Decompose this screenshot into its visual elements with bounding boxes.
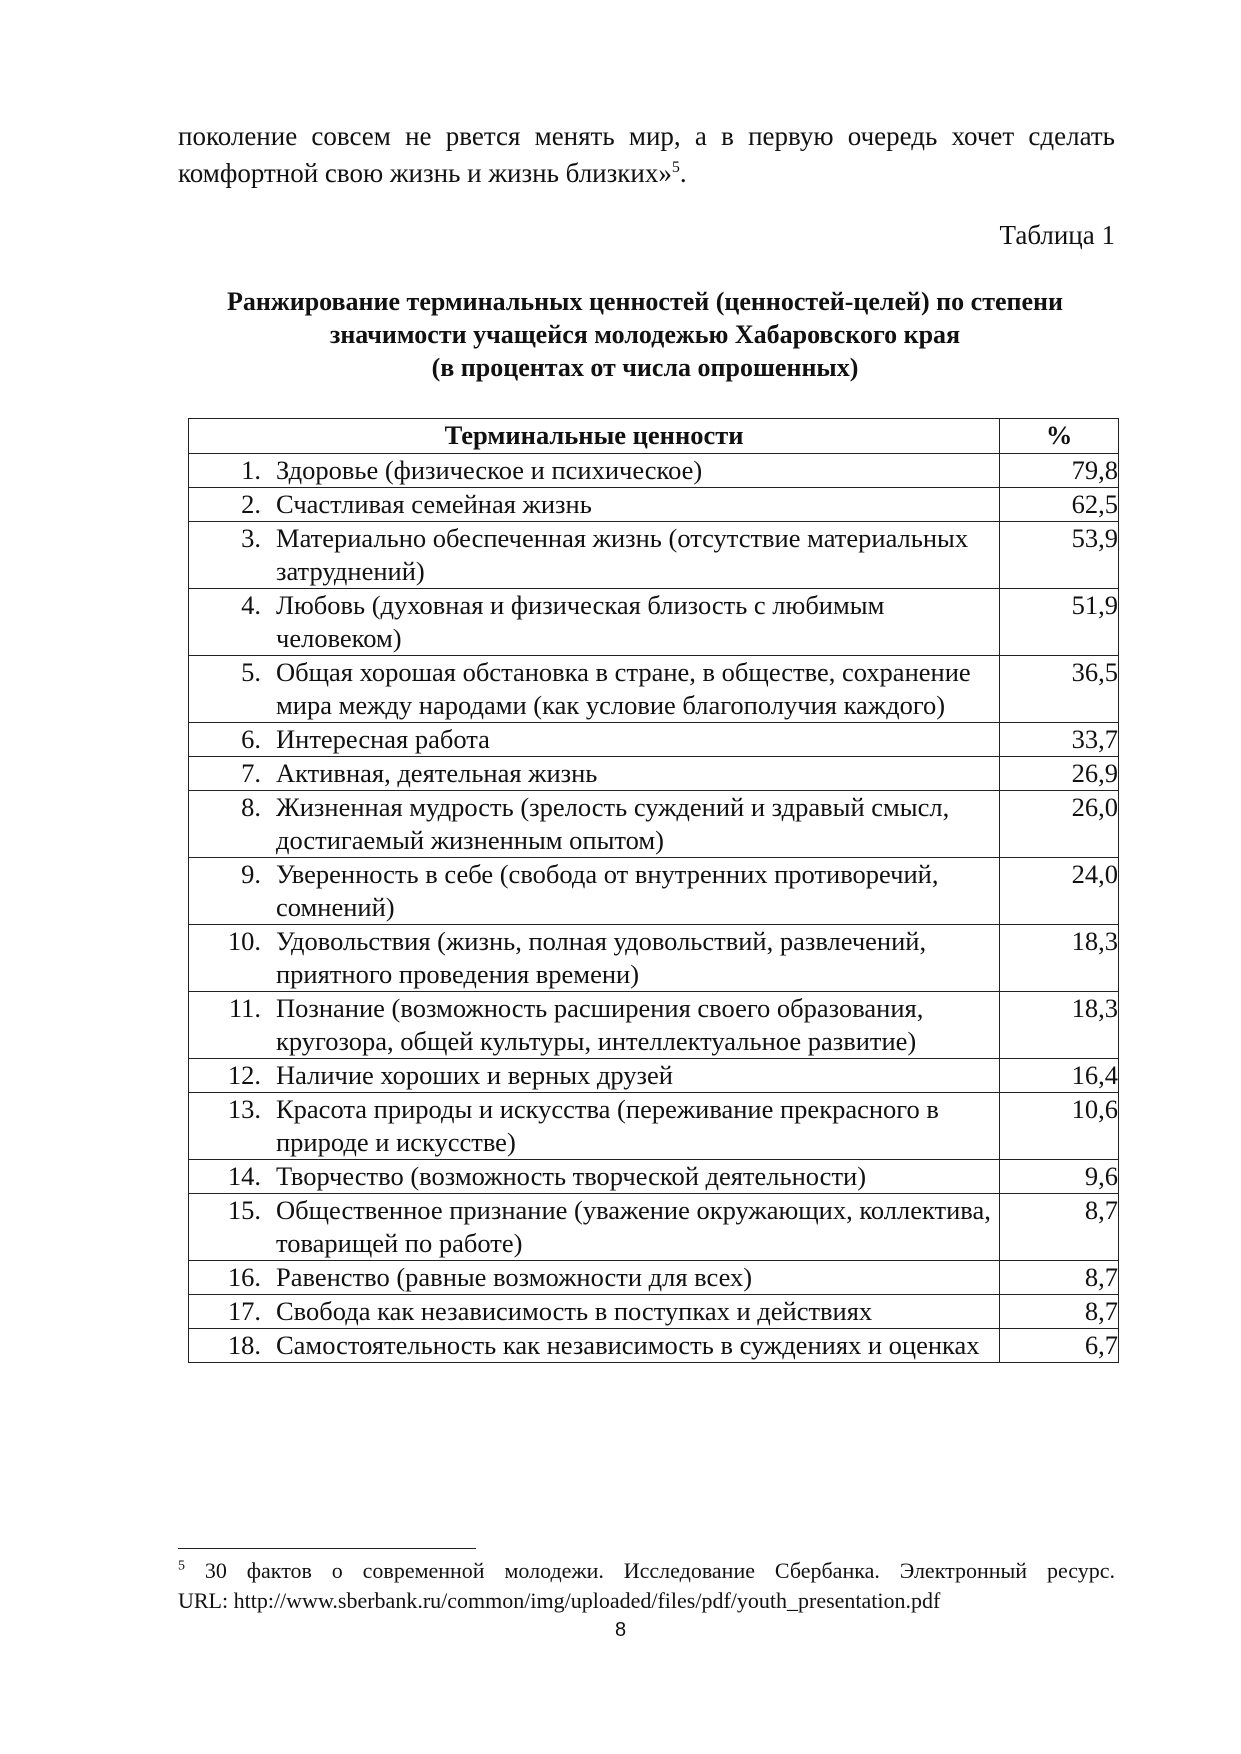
row-number: 4. xyxy=(241,590,261,620)
value-name: Общественное признание (уважение окружающих, коллектива, товарищей по работе) xyxy=(276,1195,991,1258)
percent-value: 26,9 xyxy=(1000,757,1119,791)
percent-value: 26,0 xyxy=(1000,791,1119,858)
table-row xyxy=(189,791,1119,858)
table-row xyxy=(189,992,1119,1059)
percent-value: 33,7 xyxy=(1000,723,1119,757)
row-number: 18. xyxy=(227,1330,261,1360)
percent-value: 9,6 xyxy=(1000,1160,1119,1194)
row-number: 7. xyxy=(241,758,261,788)
table-caption xyxy=(170,285,1120,384)
value-name-cell xyxy=(189,1093,1000,1160)
percent-value: 8,7 xyxy=(1000,1194,1119,1261)
value-name-cell xyxy=(189,992,1000,1059)
table-label: Таблица 1 xyxy=(999,220,1115,250)
percent-value: 53,9 xyxy=(1000,522,1119,589)
table-row xyxy=(189,925,1119,992)
footnote-url[interactable]: URL: http://www.sberbank.ru/common/img/uploaded/files/pdf/youth_presentation.pdf xyxy=(178,1588,941,1613)
row-number: 8. xyxy=(241,792,261,822)
table-row xyxy=(189,723,1119,757)
value-name-cell xyxy=(189,1160,1000,1194)
percent-value: 6,7 xyxy=(1000,1329,1119,1363)
value-name-cell xyxy=(189,1329,1000,1363)
table-row xyxy=(189,1295,1119,1329)
caption-line-1: Ранжирование терминальных ценностей (ценностей-целей) по степени xyxy=(227,287,1063,316)
percent-value: 18,3 xyxy=(1000,925,1119,992)
value-name-cell xyxy=(189,723,1000,757)
row-number: 2. xyxy=(241,489,261,519)
value-name-cell xyxy=(189,1194,1000,1261)
intro-line-1: поколение совсем не рвется менять мир, а в первую очередь хочет сделать xyxy=(178,121,1115,151)
percent-value: 24,0 xyxy=(1000,858,1119,925)
table-row xyxy=(189,1261,1119,1295)
caption-line-3: (в процентах от числа опрошенных) xyxy=(431,353,859,382)
table-row xyxy=(189,858,1119,925)
table-header-row xyxy=(189,419,1119,454)
table-row xyxy=(189,757,1119,791)
header-terminal-values: Терминальные ценности xyxy=(189,419,1000,454)
footnote-divider xyxy=(178,1548,476,1549)
percent-value: 10,6 xyxy=(1000,1093,1119,1160)
value-name: Творчество (возможность творческой деятельности) xyxy=(276,1161,867,1191)
value-name-cell xyxy=(189,454,1000,488)
value-name-cell xyxy=(189,858,1000,925)
value-name: Самостоятельность как независимость в суждениях и оценках xyxy=(276,1330,980,1360)
value-name: Красота природы и искусства (переживание прекрасного в природе и искусстве) xyxy=(276,1094,939,1157)
value-name: Жизненная мудрость (зрелость суждений и здравый смысл, достигаемый жизненным опытом) xyxy=(276,792,950,855)
value-name-cell xyxy=(189,1059,1000,1093)
table-row xyxy=(189,1093,1119,1160)
page-number: 8 xyxy=(614,1619,627,1641)
row-number: 16. xyxy=(227,1262,261,1292)
value-name: Активная, деятельная жизнь xyxy=(276,758,598,788)
row-number: 11. xyxy=(228,993,261,1023)
table-row xyxy=(189,1059,1119,1093)
value-name: Уверенность в себе (свобода от внутренних противоречий, сомнений) xyxy=(276,859,939,922)
row-number: 1. xyxy=(241,455,261,485)
row-number: 13. xyxy=(227,1094,261,1124)
row-number: 5. xyxy=(241,657,261,687)
percent-value: 36,5 xyxy=(1000,656,1119,723)
footnote-marker: 5 xyxy=(178,1558,185,1574)
table-row xyxy=(189,589,1119,656)
value-name-cell xyxy=(189,791,1000,858)
percent-value: 79,8 xyxy=(1000,454,1119,488)
value-name-cell xyxy=(189,589,1000,656)
percent-value: 62,5 xyxy=(1000,488,1119,522)
table-row xyxy=(189,656,1119,723)
value-name-cell xyxy=(189,522,1000,589)
table-row xyxy=(189,488,1119,522)
table-row xyxy=(189,1329,1119,1363)
row-number: 12. xyxy=(227,1060,261,1090)
value-name: Познание (возможность расширения своего образования, кругозора, общей культуры, интеллектуальное развитие) xyxy=(276,993,924,1056)
row-number: 15. xyxy=(227,1195,261,1225)
table-row xyxy=(189,522,1119,589)
caption-line-2: значимости учащейся молодежью Хабаровского края xyxy=(329,320,961,349)
footnote xyxy=(178,1556,1115,1616)
value-name: Счастливая семейная жизнь xyxy=(276,489,592,519)
row-number: 10. xyxy=(227,926,261,956)
percent-value: 8,7 xyxy=(1000,1261,1119,1295)
row-number: 14. xyxy=(227,1161,261,1191)
value-name-cell xyxy=(189,656,1000,723)
value-name-cell xyxy=(189,925,1000,992)
intro-paragraph xyxy=(178,118,1115,192)
footnote-line-1: 30 фактов о современной молодежи. Исследование Сбербанка. Электронный ресурс. xyxy=(204,1558,1116,1583)
table-row xyxy=(189,1194,1119,1261)
row-number: 6. xyxy=(241,724,261,754)
table-row xyxy=(189,1160,1119,1194)
value-name: Материально обеспеченная жизнь (отсутствие материальных затруднений) xyxy=(276,523,969,586)
row-number: 17. xyxy=(227,1296,261,1326)
header-percent: % xyxy=(1000,419,1119,454)
percent-value: 16,4 xyxy=(1000,1059,1119,1093)
value-name: Наличие хороших и верных друзей xyxy=(276,1060,673,1090)
value-name-cell xyxy=(189,757,1000,791)
value-name-cell xyxy=(189,488,1000,522)
row-number: 9. xyxy=(241,859,261,889)
percent-value: 18,3 xyxy=(1000,992,1119,1059)
intro-line-2: комфортной свою жизнь и жизнь близких» xyxy=(178,158,672,188)
value-name: Общая хорошая обстановка в стране, в обществе, сохранение мира между народами (как условие благополучия каждого) xyxy=(276,657,971,720)
value-name: Удовольствия (жизнь, полная удовольствий, развлечений, приятного проведения времени) xyxy=(276,926,927,989)
value-name: Интересная работа xyxy=(276,724,490,754)
value-name: Равенство (равные возможности для всех) xyxy=(276,1262,753,1292)
terminal-values-table xyxy=(188,418,1119,1363)
table-body xyxy=(189,454,1119,1363)
percent-value: 51,9 xyxy=(1000,589,1119,656)
intro-end: . xyxy=(679,158,687,188)
footnote-reference[interactable]: 5 xyxy=(671,159,680,176)
table-row xyxy=(189,454,1119,488)
value-name: Здоровье (физическое и психическое) xyxy=(276,455,703,485)
value-name-cell xyxy=(189,1295,1000,1329)
row-number: 3. xyxy=(241,523,261,553)
percent-value: 8,7 xyxy=(1000,1295,1119,1329)
value-name: Любовь (духовная и физическая близость с любимым человеком) xyxy=(276,590,885,653)
value-name-cell xyxy=(189,1261,1000,1295)
value-name: Свобода как независимость в поступках и действиях xyxy=(276,1296,873,1326)
